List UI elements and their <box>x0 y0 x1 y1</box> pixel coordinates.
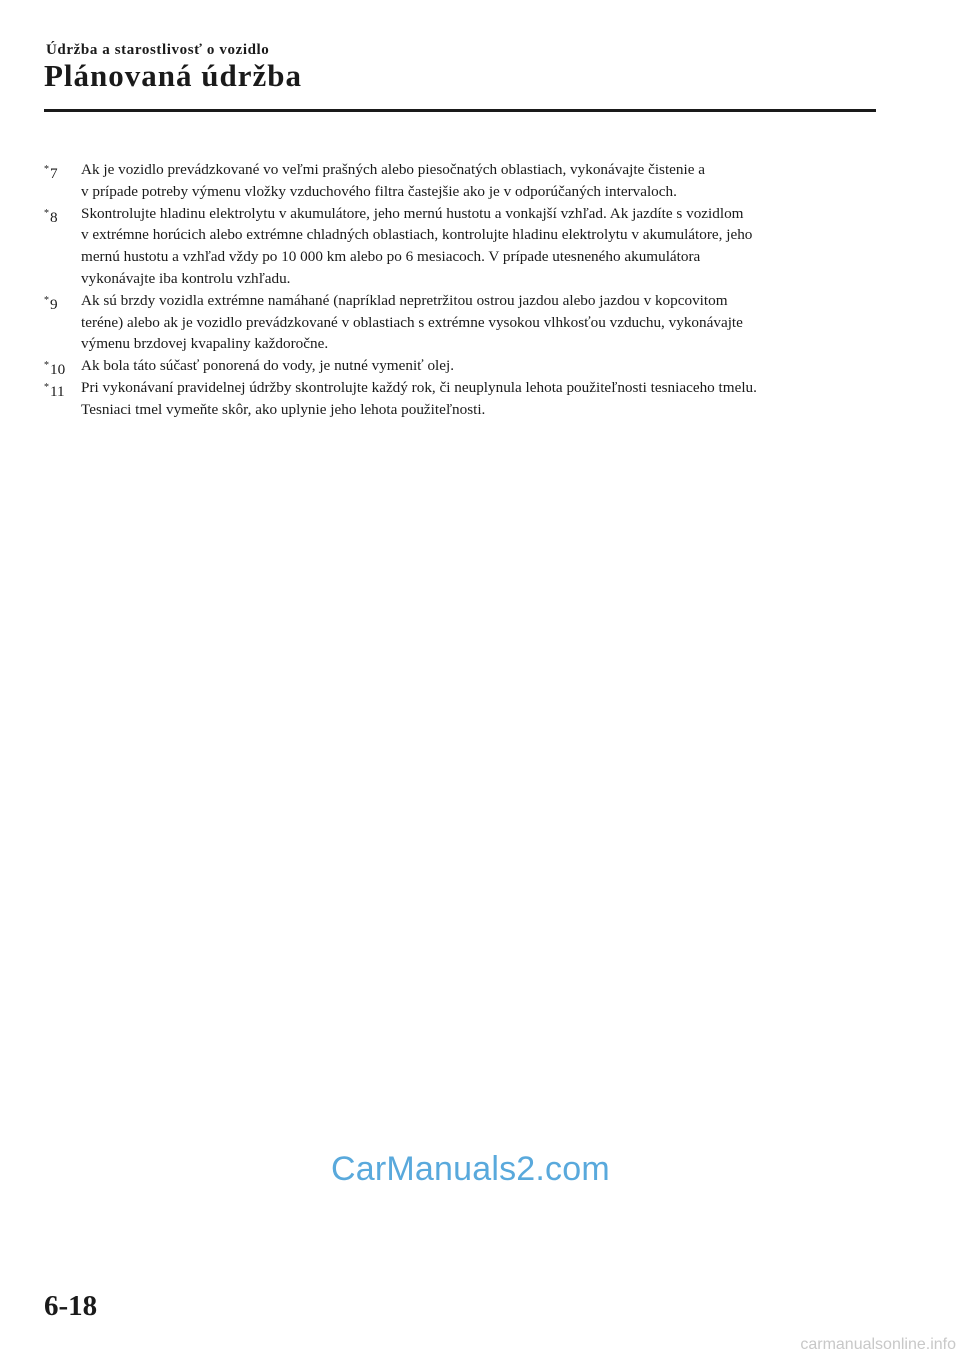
footnote-text-line: Ak sú brzdy vozidla extrémne namáhané (napríklad nepretržitou ostrou jazdou alebo jazdou v kopcovitom <box>81 291 728 309</box>
page-title: Plánovaná údržba <box>44 58 303 93</box>
footnote-marker <box>44 290 58 316</box>
watermark: CarManuals2.com <box>331 1150 610 1188</box>
footnote-list <box>44 159 874 421</box>
footnote-asterisk: * <box>44 164 49 175</box>
footnote-marker <box>44 377 65 403</box>
footnote-asterisk: * <box>44 381 49 393</box>
section-label: Údržba a starostlivosť o vozidlo <box>46 42 270 58</box>
footnote <box>44 377 874 421</box>
page-number: 6-18 <box>44 1290 98 1322</box>
title-divider <box>44 109 876 112</box>
footnote-text-line: v prípade potreby výmenu vložky vzduchového filtra častejšie ako je v odporúčaných intervaloch. <box>81 182 677 200</box>
footnote <box>44 203 874 290</box>
footnote-marker <box>44 203 58 229</box>
footnote-text-line: vykonávajte iba kontrolu vzhľadu. <box>81 269 291 287</box>
footnote-text-line: výmenu brzdovej kvapaliny každoročne. <box>81 335 329 353</box>
footnote-number: 11 <box>50 382 65 400</box>
footnote-asterisk: * <box>44 360 49 372</box>
footnote-text-line: Skontrolujte hladinu elektrolytu v akumulátore, jeho mernú hustotu a vonkajší vzhľad. Ak jazdíte s vozidlom <box>81 204 744 222</box>
footnote <box>44 355 874 377</box>
footnote-number: 10 <box>50 361 66 379</box>
footnote-asterisk: * <box>44 207 49 219</box>
footnote <box>44 159 874 203</box>
footnote-text-line: v extrémne horúcich alebo extrémne chladných oblastiach, kontrolujte hladinu elektrolytu v akumulátore, jeho <box>81 226 753 244</box>
footnote-asterisk: * <box>44 294 49 306</box>
footnote-text-line: Tesniaci tmel vymeňte skôr, ako uplynie jeho lehota použiteľnosti. <box>81 400 486 418</box>
footnote-number: 7 <box>50 165 58 182</box>
footnote-text-line: mernú hustotu a vzhľad vždy po 10 000 km alebo po 6 mesiacoch. V prípade utesneného akumulátora <box>81 248 701 266</box>
footnote-text-line: Ak bola táto súčasť ponorená do vody, je nutné vymeniť olej. <box>81 357 455 375</box>
footnote-number: 8 <box>50 208 58 226</box>
footnote-number: 9 <box>50 295 58 313</box>
footnote-marker <box>44 159 58 185</box>
footnote-text-line: Ak je vozidlo prevádzkované vo veľmi prašných alebo piesočnatých oblastiach, vykonávajte čistenie a <box>81 161 706 178</box>
footer-watermark: carmanualsonline.info <box>800 1336 956 1353</box>
footnote-text-line: teréne) alebo ak je vozidlo prevádzkované v oblastiach s extrémne vysokou vlhkosťou vzduchu, vykonávajte <box>81 313 743 331</box>
footnote <box>44 290 874 355</box>
footnote-text-line: Pri vykonávaní pravidelnej údržby skontrolujte každý rok, či neuplynula lehota použiteľnosti tesniaceho tmelu. <box>81 378 757 396</box>
